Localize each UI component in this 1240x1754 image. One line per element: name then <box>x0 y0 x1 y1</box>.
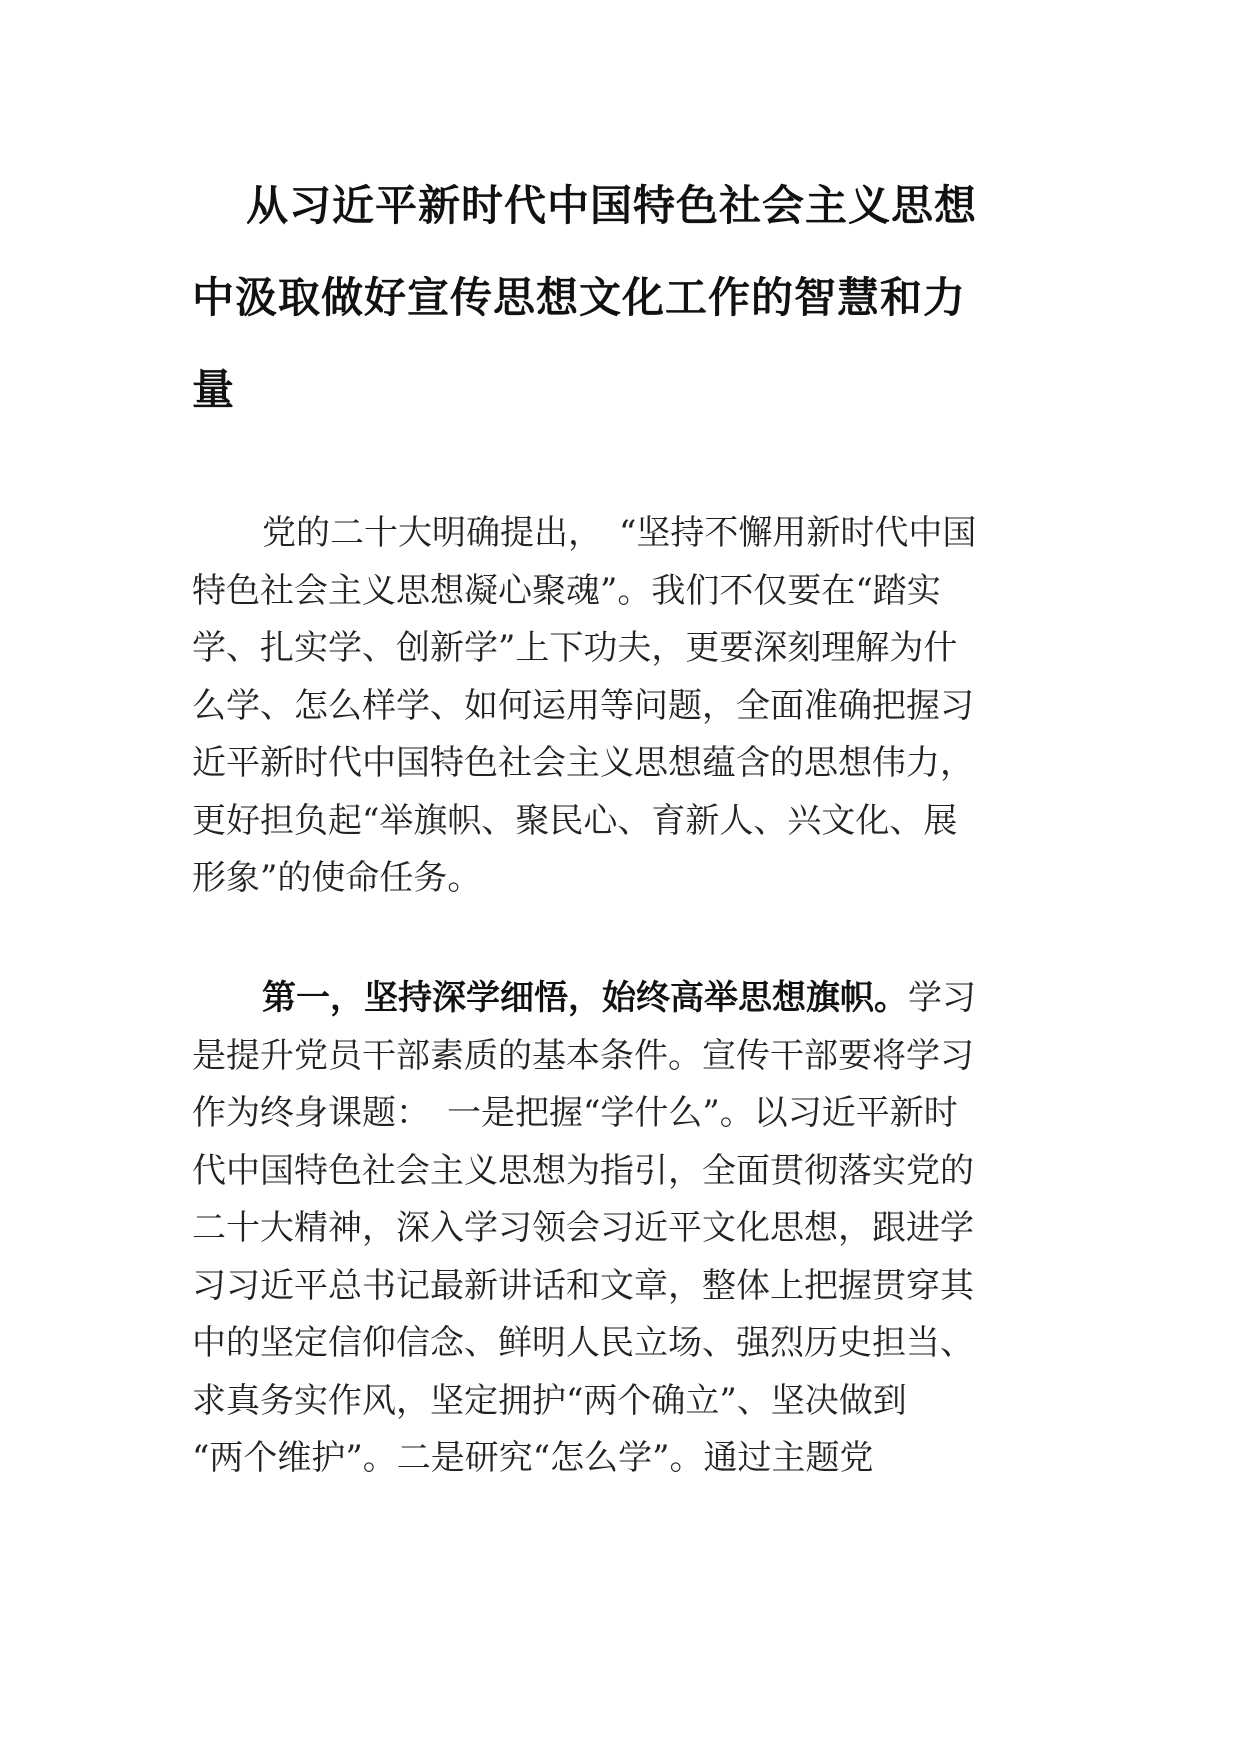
title-line: 量 <box>192 365 236 414</box>
paragraph-line: 党的二十大明确提出， “坚持不懈用新时代中国 <box>262 513 977 553</box>
paragraph-line: 么学、怎么样学、如何运用等问题，全面准确把握习 <box>192 685 974 726</box>
paragraph-first-line <box>192 970 1032 1028</box>
paragraph-line: 近平新时代中国特色社会主义思想蕴含的思想伟力， <box>192 743 974 783</box>
paragraph-line: 是提升党员干部素质的基本条件。宣传干部要将学习 <box>192 1035 974 1076</box>
document-title <box>192 160 1062 436</box>
paragraph-line: 代中国特色社会主义思想为指引，全面贯彻落实党的 <box>192 1150 974 1191</box>
paragraph-line: 形象”的使命任务。 <box>192 858 482 898</box>
paragraph-line: 更好担负起“举旗帜、聚民心、育新人、兴文化、展 <box>192 800 958 841</box>
paragraph-line: 特色社会主义思想凝心聚魂”。我们不仅要在“踏实 <box>192 570 941 611</box>
paragraph-line: 习习近平总书记最新讲话和文章，整体上把握贯穿其 <box>192 1265 974 1306</box>
paragraph-text: 学习 <box>908 978 976 1018</box>
paragraph-line: “两个维护”。二是研究“怎么学”。通过主题党 <box>192 1438 874 1478</box>
intro-paragraph <box>192 505 1032 908</box>
paragraph-line: 作为终身课题： 一是把握“学什么”。以习近平新时 <box>192 1093 958 1133</box>
title-line: 中汲取做好宣传思想文化工作的智慧和力 <box>192 273 967 322</box>
paragraph-line: 二十大精神，深入学习领会习近平文化思想，跟进学 <box>192 1208 974 1248</box>
paragraph-line: 中的坚定信仰信念、鲜明人民立场、强烈历史担当、 <box>192 1323 974 1363</box>
paragraph-line: 求真务实作风，坚定拥护“两个确立”、坚决做到 <box>192 1380 907 1421</box>
section-one-paragraph <box>192 970 1032 1488</box>
title-line: 从习近平新时代中国特色社会主义思想 <box>246 181 978 230</box>
paragraph-line: 学、扎实学、创新学”上下功夫，更要深刻理解为什 <box>192 628 958 668</box>
section-heading: 第一，坚持深学细悟，始终高举思想旗帜。 <box>262 978 908 1018</box>
